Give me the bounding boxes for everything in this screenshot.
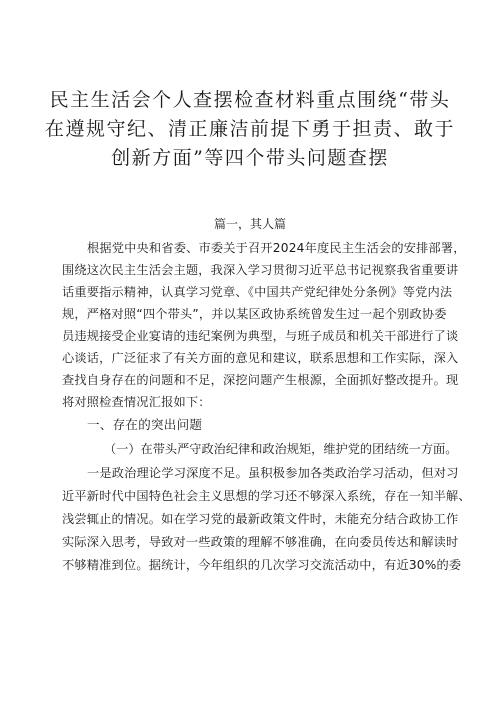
paragraph-line: 实际深入思考，导致对一些政策的理解不够准确，在向委员传达和解读时 bbox=[62, 535, 459, 549]
paragraph-line: 规，严格对照“四个带头”，并以某区政协系统曾发生过一起个别政协委 bbox=[62, 307, 447, 321]
title-line: 民主生活会个人查摆检查材料重点围绕“带头 bbox=[49, 89, 451, 111]
paragraph-line: 浅尝辄止的情况。如在学习党的最新政策文件时，未能充分结合政协工作 bbox=[62, 512, 459, 526]
paragraph-line: 不够精准到位。据统计，今年组织的几次学习交流活动中，有近30%的委 bbox=[62, 558, 462, 572]
title-line: 在遵规守纪、清正廉洁前提下勇于担责、敢于 bbox=[44, 118, 455, 140]
document-subtitle: 篇一，其人篇 bbox=[213, 217, 286, 231]
paragraph-line: 员违规接受企业宴请的违纪案例为典型，与班子成员和机关干部进行了谈 bbox=[62, 329, 459, 343]
paragraph-line: 近平新时代中国特色社会主义思想的学习还不够深入系统，存在一知半解、 bbox=[62, 489, 471, 503]
paragraph-line: 围绕这次民主生活会主题，我深入学习贯彻习近平总书记视察我省重要讲 bbox=[62, 263, 459, 277]
paragraph-line: 查找自身存在的问题和不足，深挖问题产生根源，全面抓好整改提升。现 bbox=[62, 373, 459, 387]
paragraph-line: 将对照检查情况汇报如下： bbox=[62, 395, 211, 409]
document-title bbox=[40, 86, 460, 173]
title-line: 创新方面”等四个带头问题查摆 bbox=[111, 147, 389, 169]
paragraph-line: 根据党中央和省委、市委关于召开2024年度民主生活会的安排部署， bbox=[87, 241, 466, 255]
paragraph-line: 心谈话，广泛征求了有关方面的意见和建议，联系思想和工作实际，深入 bbox=[62, 351, 459, 365]
paragraph-line: 一是政治理论学习深度不足。虽积极参加各类政治学习活动，但对习 bbox=[87, 466, 459, 480]
subsection-heading: （一）在带头严守政治纪律和政治规矩，维护党的团结统一方面。 bbox=[104, 442, 458, 456]
paragraph-line: 话重要指示精神，认真学习党章、《中国共产党纪律处分条例》等党内法 bbox=[62, 285, 453, 299]
section-heading: 一、存在的突出问题 bbox=[87, 417, 203, 432]
